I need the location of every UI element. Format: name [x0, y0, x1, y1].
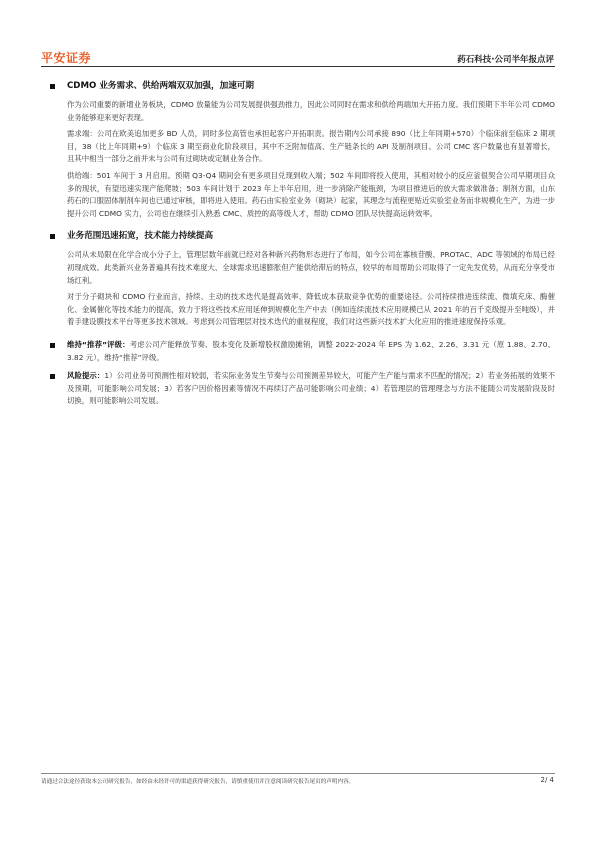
- square-bullet-icon: [50, 84, 55, 89]
- paragraph: 公司从未局限在化学合成小分子上，管理层数年前就已经对各种新兴药物形态进行了布局，如今公司在寡核苷酸、PROTAC、ADC 等领域的布局已经初现成效。此类新兴业务普遍具有技术难度大、全球需求迅速膨胀但产能供给滞后的特点，较早的布局帮助公司取得了一定先发优势，从而充分享受市场红利。: [67, 250, 555, 285]
- brand-logo: 平安证券: [41, 51, 92, 65]
- report-body: [50, 80, 555, 414]
- risk-label: 风险提示：: [67, 371, 105, 381]
- paragraph: 供给端：501 车间于 3 月启用。预期 Q3-Q4 期间会有更多项目兑现到收入端；502 车间即将投入使用，其相对较小的反应釜很契合公司早期项目众多的现状，有望迅速实现产能爬坡；503 车间计划于 2023 年上半年启用，进一步消除产能瓶颈，为项目推进后的放大需求做准备；制剂方面，山东药石的口服固体制剂车间也已通过审核，即将进入使用。药石由实验室业务（砌块）起家，其理念与流程更贴近实验室业务而非规模化生产，为进一步提升公司 CDMO 实力，公司也在继续引入熟悉 CMC、质控的高等级人才，帮助 CDMO 团队尽快提高运转效率。: [67, 170, 555, 218]
- section-heading-text: 业务范围迅速拓宽，技术能力持续提高: [67, 231, 214, 242]
- rating-label: 维持“推荐”评级：: [67, 339, 130, 349]
- section-heading: [50, 230, 555, 243]
- paragraph: 作为公司重要的新增业务板块，CDMO 放量能为公司发展提供强劲推力，因此公司同时在需求和供给两端加大开拓力度。我们预期下半年公司 CDMO 业务能够迎来更好表现。: [67, 100, 555, 122]
- rating-block: [50, 339, 555, 364]
- section-cdmo: [50, 80, 555, 220]
- header-divider: [41, 66, 555, 67]
- footer-divider: [41, 773, 555, 774]
- section-technology: [50, 230, 555, 329]
- risk-block: [50, 370, 555, 408]
- square-bullet-icon: [50, 234, 55, 239]
- section-heading: [50, 80, 555, 93]
- square-bullet-icon: [50, 374, 55, 379]
- paragraph: 对于分子砌块和 CDMO 行业而言，持续、主动的技术迭代是提高效率、降低成本获取竞争优势的重要途径。公司持续推进连续流、微填充床、酶催化、金属催化等技术能力的提高，致力于将这些技术应用延伸到规模化生产中去（例如连续流技术应用规模已从 2021 年的百千克级提升至吨级），并着手建设膜技术平台等更多技术领域。考虑到公司管理层对技术迭代的重视程度，我们对这些新兴技术扩大化应用的推进速度保持乐观。: [67, 292, 555, 327]
- document-title: 药石科技·公司半年报点评: [457, 55, 554, 65]
- paragraph: 需求端：公司在欧美追加更多 BD 人员，同时多位高管也承担起客户开拓职责。报告期内公司承接 890（比上年同期+570）个临床前至临床 2 期项目，38（比上年同期+9）个临床 3 期至商业化阶段项目，其中不乏附加值高、生产链条长的 API 及制剂项目。公司 CMC 客户数量也有显著增长，且其中相当一部分之前并未与公司有过砌块或定制业务合作。: [67, 129, 555, 164]
- section-heading-text: CDMO 业务需求、供给两端双双加强，加速可期: [67, 81, 254, 91]
- square-bullet-icon: [50, 343, 55, 348]
- rating-text: 考虑公司产能释放节奏、股本变化及新增股权激励摊销，调整 2022-2024 年 EPS 为 1.62、2.26、3.31 元（原 1.88、2.70、3.82 元），维持“推荐”评级。: [67, 339, 555, 362]
- page-number: 2/ 4: [540, 776, 554, 784]
- risk-text: 1）公司业务可预测性相对较弱，若实际业务发生节奏与公司预测差异较大，可能产生产能与需求不匹配的情况；2）若业务拓展的效果不及预期，可能影响公司发展；3）若客户因价格因素等情况不再续订产品可能影响公司业绩；4）若管理层的管理理念与方法不能随公司发展阶段及时切换，则可能影响公司发展。: [67, 371, 555, 406]
- footer-disclaimer: 请通过合法途径获取本公司研究报告，如经由未经许可的渠道获得研究报告，请慎重使用并注意阅读研究报告尾页的声明内容。: [41, 779, 355, 785]
